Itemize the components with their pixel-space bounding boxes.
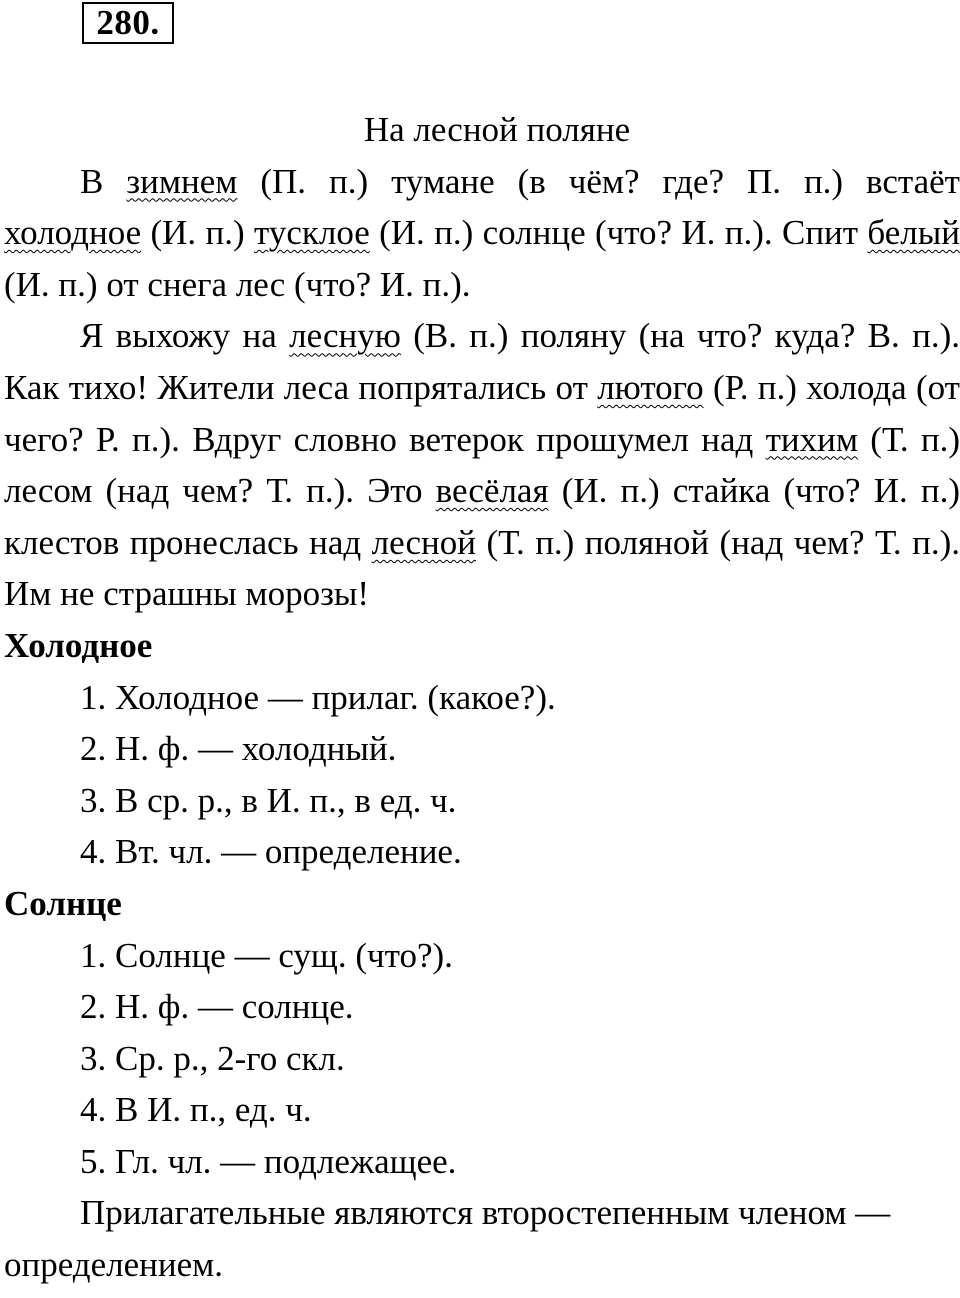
underlined-adjective: холодное [4,213,142,253]
analysis-heading-solntse: Солнце [4,883,122,923]
underlined-adjective: белый [867,213,960,253]
text-segment: (Т. п.) поляной (над чем? Т. п.). Им не страшны морозы! [4,522,960,614]
analysis-item: 1. Солнце — сущ. (что?). [80,935,453,975]
text-segment: (И. п.) [141,213,254,253]
analysis-item: 2. Н. ф. — холодный. [80,729,397,769]
exercise-number-box [82,2,174,44]
underlined-adjective: лесной [371,522,476,562]
exercise-number: 280. [96,3,160,42]
analysis-item: 3. Ср. р., 2-го скл. [80,1038,345,1078]
analysis-item: 1. Холодное — прилаг. (какое?). [80,677,556,717]
underlined-adjective: зимнем [126,161,238,201]
underlined-adjective: тусклое [253,213,370,253]
underlined-adjective: лесную [289,316,401,356]
text-segment: (Т. п.) лесом (над чем? Т. п.). Это [4,419,960,511]
document-body [4,104,960,1291]
text-paragraph-2 [4,310,960,620]
text-segment: (П. п.) тумане (в чём? где? П. п.) встаёт [237,161,960,201]
analysis-item: 4. В И. п., ед. ч. [80,1090,312,1130]
text-segment: (И. п.) стайка (что? И. п.) клестов пронеслась над [4,471,960,562]
analysis-item: 4. Вт. чл. — определение. [80,832,462,872]
text-segment: (И. п.) солнце (что? И. п.). Спит [369,213,868,253]
conclusion: Прилагательные являются второстепенным членом — определением. [4,1193,891,1285]
underlined-adjective: весёлая [435,471,549,511]
underlined-adjective: тихим [765,419,859,459]
analysis-heading-holodnoe: Холодное [4,625,153,665]
text-paragraph-1 [4,156,960,311]
analysis-item: 2. Н. ф. — солнце. [80,987,354,1027]
analysis-item: 5. Гл. чл. — подлежащее. [80,1141,457,1181]
text-segment: В [80,161,127,201]
analysis-item: 3. В ср. р., в И. п., в ед. ч. [80,780,457,820]
text-segment: (Р. п.) холода (от чего? Р. п.). Вдруг словно ветерок прошумел над [4,367,960,459]
underlined-adjective: лютого [597,367,704,407]
text-segment: (В. п.) поляну (на что? куда? В. п.). Как тихо! Жители леса попрятались от [4,316,960,407]
text-title: На лесной поляне [363,110,631,149]
text-segment: (И. п.) от снега лес (что? И. п.). [4,264,471,304]
text-segment: Я выхожу на [80,316,290,356]
